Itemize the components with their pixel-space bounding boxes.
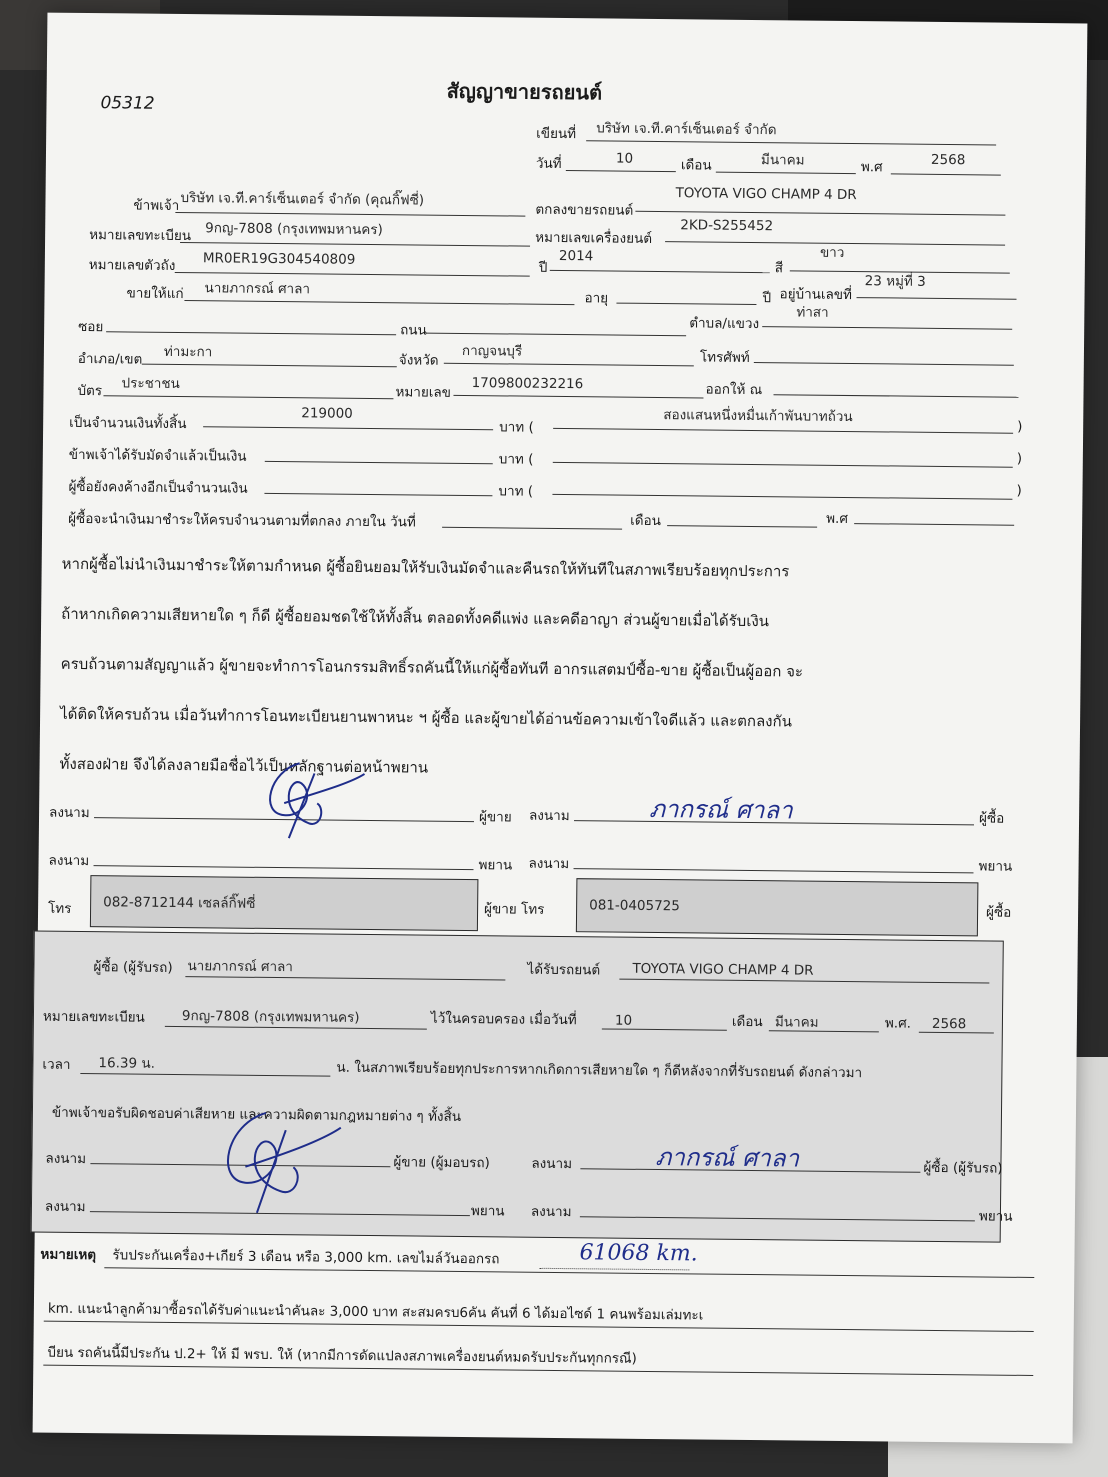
receipt-reg-label: หมายเลขทะเบียน — [42, 1008, 145, 1026]
remaining-words-line — [552, 494, 1012, 500]
receipt-witness-label-1: พยาน — [470, 1203, 505, 1220]
deposit-close: ) — [1016, 450, 1023, 467]
receipt-sign-label-witness-2: ลงนาม — [530, 1203, 572, 1221]
chassis-line — [175, 272, 530, 277]
sell-to-label: ขายให้แก่ — [126, 285, 184, 303]
receipt-sign-label-seller: ลงนาม — [45, 1150, 87, 1168]
vehicle-year: 2014 — [558, 247, 594, 265]
address-no: 23 หมู่ที่ 3 — [864, 273, 926, 290]
due-year-label: พ.ศ — [826, 510, 849, 528]
document-number: 05312 — [100, 93, 155, 114]
remarks-line-1: รับประกันเครื่อง+เกียร์ 3 เดือน หรือ 3,000 km. เลขไมล์วันออกรถ — [112, 1247, 500, 1268]
due-month-label: เดือน — [630, 512, 661, 530]
total-close: ) — [1017, 418, 1023, 435]
agree-sell-label: ตกลงขายรถยนต์ — [535, 201, 634, 219]
province-line — [444, 363, 694, 367]
sign-label-witness-2: ลงนาม — [528, 855, 570, 873]
card-no-label: หมายเลข — [395, 384, 451, 401]
date-label: วันที่ — [535, 155, 562, 172]
reg-line — [180, 242, 530, 247]
remarks-line-2-rule — [44, 1321, 1034, 1332]
remarks-line-3-rule — [43, 1365, 1033, 1376]
card-type-line — [103, 395, 393, 399]
address-label: อยู่บ้านเลขที่ — [779, 286, 853, 304]
remarks-label: หมายเหตุ — [40, 1246, 97, 1264]
card-type: ประชาชน — [121, 375, 180, 392]
chassis-label: หมายเลขตัวถัง — [88, 257, 176, 274]
age-line — [616, 303, 756, 305]
receipt-month: มีนาคม — [774, 1014, 819, 1031]
engine-label: หมายเลขเครื่องยนต์ — [535, 229, 653, 247]
terms-line-1: หากผู้ซื้อไม่นำเงินมาชำระให้ตามกำหนด ผู้ซื้อยินยอมให้รับเงินมัดจำและคืนรถให้ทันทีในสภาพเรียบร้อยทุกประการ — [61, 554, 790, 581]
written-at-value: บริษัท เจ.ที.คาร์เซ็นเตอร์ จำกัด — [596, 120, 777, 139]
buyer-signature: ภากรณ์ ศาลา — [649, 794, 793, 825]
soi-line — [106, 331, 396, 335]
terms-line-4: ได้ติดให้ครบถ้วน เมื่อวันทำการโอนทะเบียนยานพาหนะ ฯ ผู้ซื้อ และผู้ขายได้อ่านข้อความเข้าใจดีแล้ว และตกลงกัน — [60, 704, 792, 731]
receipt-seller-signature — [185, 1104, 346, 1216]
due-label: ผู้ซื้อจะนำเงินมาชำระให้ครบจำนวนตามที่ตกลง ภายใน วันที่ — [68, 510, 416, 531]
receipt-buyer-name: นายภากรณ์ ศาลา — [187, 958, 294, 976]
receipt-witness-label-2: พยาน — [978, 1208, 1013, 1225]
date-month-line — [716, 172, 856, 174]
buyer-phone: 081-0405725 — [589, 897, 680, 915]
receipt-car-model: TOYOTA VIGO CHAMP 4 DR — [632, 960, 814, 979]
receipt-reg-no: 9กญ-7808 (กรุงเทพมหานคร) — [181, 1008, 360, 1026]
total-words-line — [553, 428, 1013, 434]
road-line — [426, 333, 686, 337]
total-line — [203, 426, 493, 430]
receipt-month-label: เดือน — [731, 1013, 763, 1031]
date-day: 10 — [615, 150, 634, 167]
receipt-sign-label-witness-1: ลงนาม — [44, 1198, 86, 1216]
witness-label-2: พยาน — [978, 858, 1013, 875]
district-label: อำเภอ/เขต — [77, 350, 143, 368]
date-month: มีนาคม — [760, 152, 805, 169]
soi-label: ซอย — [78, 318, 104, 336]
terms-line-5: ทั้งสองฝ่าย จึงได้ลงลายมือชื่อไว้เป็นหลักฐานต่อหน้าพยาน — [59, 754, 429, 777]
remarks-line-3: บียน รถคันนี้มีประกัน ป.2+ ให้ มี พรบ. ให้ (หากมีการดัดแปลงสภาพเครื่องยนต์หมดรับประกันทุกกรณี) — [47, 1344, 637, 1367]
possession-label: ไว้ในครอบครอง เมื่อวันที่ — [430, 1010, 577, 1029]
total-words: สองแสนหนึ่งหมื่นเก้าพันบาทถ้วน — [663, 407, 853, 426]
engine-no: 2KD-S255452 — [680, 217, 774, 235]
card-no-line — [453, 395, 703, 399]
car-model-line — [635, 211, 1005, 216]
mileage-handwritten: 61068 km. — [579, 1240, 698, 1267]
contract-paper — [33, 13, 1088, 1444]
due-day-line — [442, 527, 622, 530]
written-at-label: เขียนที่ — [536, 125, 577, 143]
phone-label-seller: โทร — [47, 900, 72, 917]
due-month-line — [667, 525, 817, 528]
seller-label: ข้าพเจ้า — [133, 197, 180, 214]
address-line — [857, 297, 1017, 300]
road-label: ถนน — [400, 322, 427, 339]
phone-label: โทรศัพท์ — [699, 349, 750, 366]
car-model: TOYOTA VIGO CHAMP 4 DR — [675, 185, 857, 204]
condition-text: น. ในสภาพเรียบร้อยทุกประการหากเกิดการเสียหายใด ๆ ก็ดีหลังจากที่รับรถยนต์ ดังกล่าวมา — [336, 1059, 863, 1082]
reg-no: 9กญ-7808 (กรุงเทพมหานคร) — [205, 220, 383, 239]
sign-label-witness-1: ลงนาม — [48, 852, 90, 870]
received-car-label: ได้รับรถยนต์ — [527, 961, 601, 979]
district-line — [142, 364, 397, 368]
subdistrict: ท่าสา — [796, 304, 829, 321]
phone-line — [754, 362, 1014, 366]
vehicle-color: ขาว — [819, 244, 845, 261]
receipt-buyer-label: ผู้ซื้อ (ผู้รับรถ) — [93, 959, 173, 976]
deposit-line — [265, 461, 493, 464]
receipt-seller-label: ผู้ขาย (ผู้มอบรถ) — [393, 1154, 490, 1172]
issued-at-line — [773, 394, 1018, 398]
buyer-label-2: ผู้ซื้อ — [986, 904, 1012, 921]
seller-name: บริษัท เจ.ที.คาร์เซ็นเตอร์ จำกัด (คุณกิ๊ฟซี่) — [180, 189, 425, 209]
mileage-dotted-line — [539, 1268, 689, 1271]
liability-text: ข้าพเจ้าขอรับผิดชอบค่าเสียหาย และความผิดตามกฎหมายต่าง ๆ ทั้งสิ้น — [51, 1104, 462, 1125]
seller-signature — [229, 753, 370, 844]
receipt-time: 16.39 น. — [98, 1055, 156, 1072]
terms-line-3: ครบถ้วนตามสัญญาแล้ว ผู้ขายจะทำการโอนกรรมสิทธิ์รถคันนี้ให้แก่ผู้ซื้อทันที อากรแสตมป์ซื้อ-ขาย ผู้ซื้อเป็นผู้ออก จะ — [60, 654, 804, 681]
chassis-no: MR0ER19G304540809 — [202, 250, 356, 268]
age-label: อายุ — [584, 290, 609, 307]
district: ท่ามะกา — [163, 343, 213, 361]
terms-line-2: ถ้าหากเกิดความเสียหายใด ๆ ก็ดี ผู้ซื้อยอมชดใช้ให้ทั้งสิ้น ตลอดทั้งคดีแพ่ง และคดีอาญา ส่วนผู้ขายเมื่อได้รับเงิน — [61, 604, 770, 631]
date-day-line — [566, 170, 676, 172]
reg-label: หมายเลขทะเบียน — [89, 227, 192, 245]
witness-2-line — [574, 868, 974, 873]
due-year-line — [854, 523, 1014, 526]
sign-label-seller: ลงนาม — [49, 804, 90, 822]
deposit-label: ข้าพเจ้าได้รับมัดจำแล้วเป็นเงิน — [68, 446, 247, 465]
receipt-sign-label-buyer: ลงนาม — [531, 1155, 573, 1173]
witness-1-line — [94, 865, 474, 870]
year-label: พ.ศ — [860, 159, 883, 176]
receipt-year: 2568 — [931, 1015, 967, 1033]
vehicle-year-line — [550, 270, 770, 273]
date-year: 2568 — [930, 151, 966, 169]
receipt-buyer-signature: ภากรณ์ ศาลา — [655, 1143, 800, 1173]
receipt-box — [31, 931, 1004, 1243]
color-label: สี — [774, 260, 784, 277]
total-baht: บาท ( — [499, 419, 534, 436]
date-year-line — [891, 173, 1001, 175]
subdistrict-label: ตำบล/แขวง — [689, 315, 760, 333]
age-unit: ปี — [762, 290, 772, 307]
month-label: เดือน — [680, 157, 712, 174]
receipt-day: 10 — [614, 1012, 633, 1029]
receipt-year-label: พ.ศ. — [884, 1015, 912, 1032]
remaining-label: ผู้ซื้อยังคงค้างอีกเป็นจำนวนเงิน — [68, 478, 248, 497]
remaining-line — [264, 493, 492, 496]
witness-label-1: พยาน — [478, 857, 513, 874]
total-amount: 219000 — [301, 405, 353, 422]
buyer-phone-box — [576, 878, 979, 936]
remaining-baht: บาท ( — [498, 483, 534, 500]
seller-phone-box — [90, 875, 479, 931]
card-no: 1709800232216 — [471, 375, 584, 393]
seller-phone-label: ผู้ขาย โทร — [484, 901, 545, 918]
time-label: เวลา — [42, 1056, 71, 1073]
vehicle-year-label: ปี — [538, 259, 548, 276]
issued-at-label: ออกให้ ณ — [705, 381, 763, 399]
province-label: จังหวัด — [398, 352, 439, 369]
receipt-buyer-label: ผู้ซื้อ (ผู้รับรถ) — [923, 1159, 1003, 1177]
subdistrict-line — [762, 326, 1012, 330]
total-label: เป็นจำนวนเงินทั้งสิ้น — [69, 414, 187, 433]
seller-label-1: ผู้ขาย — [478, 809, 512, 826]
written-at-line — [586, 140, 996, 145]
deposit-baht: บาท ( — [498, 451, 534, 468]
remarks-line-2: km. แนะนำลูกค้ามาซื้อรถได้รับค่าแนะนำคันละ 3,000 บาท สะสมครบ6คัน คันที่ 6 ได้มอไซด์ 1 คนพร้อมเล่มทะเ — [47, 1300, 704, 1324]
deposit-words-line — [553, 462, 1013, 468]
seller-name-line — [175, 212, 525, 217]
document-title: สัญญาขายรถยนต์ — [446, 78, 603, 105]
province: กาญจนบุรี — [461, 342, 523, 360]
seller-phone: 082-8712144 เซลล์กิ๊ฟซี่ — [103, 894, 256, 912]
buyer-name: นายภากรณ์ ศาลา — [204, 280, 311, 298]
buyer-label-1: ผู้ซื้อ — [978, 810, 1005, 827]
card-label: บัตร — [77, 382, 103, 400]
sign-label-buyer: ลงนาม — [528, 807, 570, 825]
remaining-close: ) — [1016, 482, 1022, 499]
buyer-name-line — [184, 300, 574, 305]
